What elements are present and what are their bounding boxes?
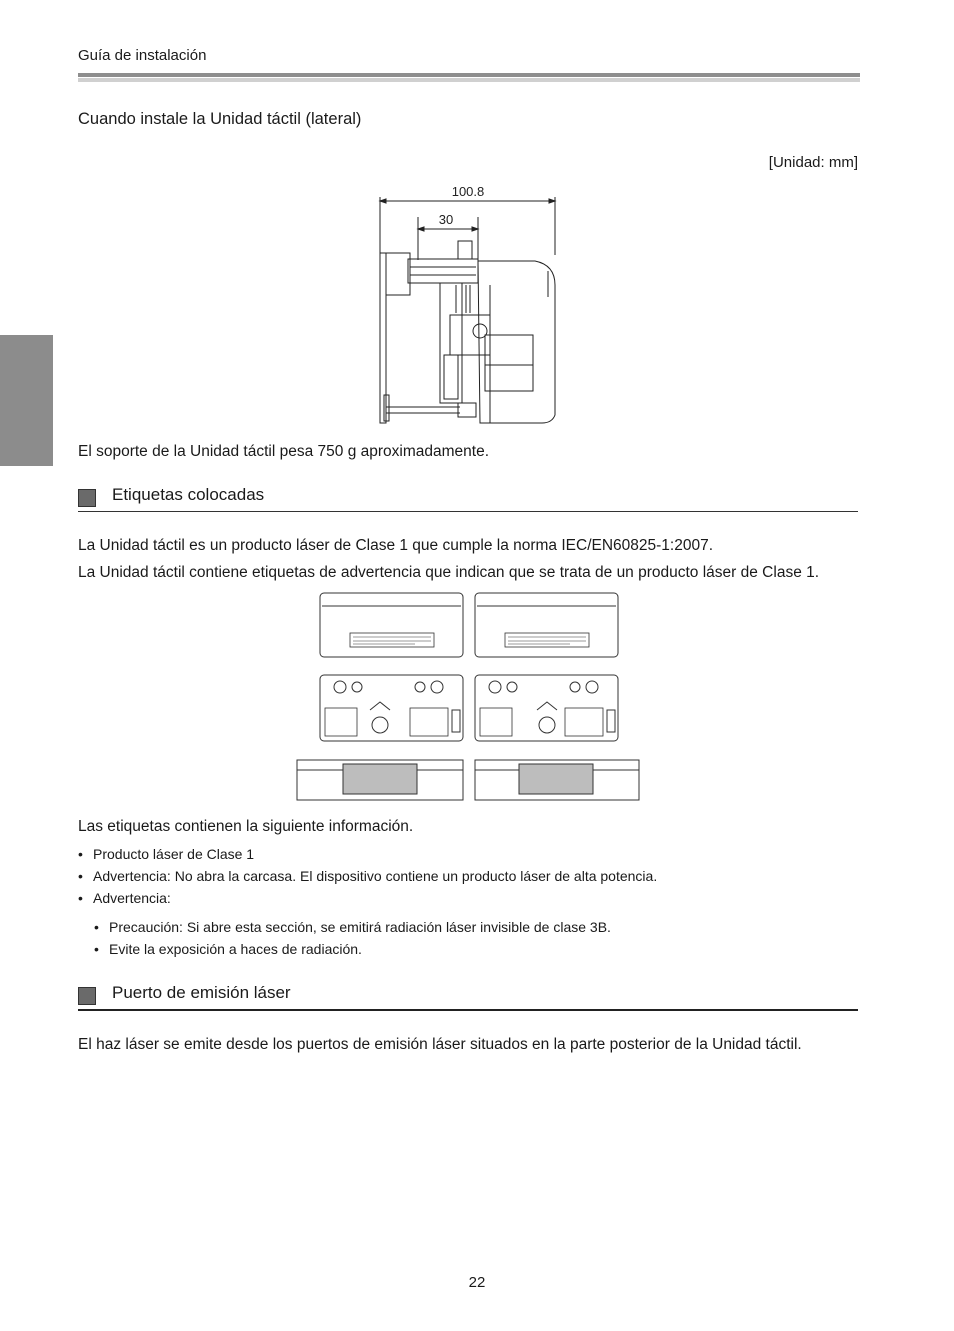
dimension-offset: 30 bbox=[438, 212, 454, 227]
list-item: • Advertencia: No abra la carcasa. El dispositivo contiene un producto láser de alta potencia. bbox=[78, 865, 657, 887]
section-title: Puerto de emisión láser bbox=[112, 983, 291, 1002]
list-item: • Advertencia: bbox=[78, 887, 657, 909]
list-item: • Precaución: Si abre esta sección, se emitirá radiación láser invisible de clase 3B. bbox=[94, 916, 611, 938]
label-info-list bbox=[78, 843, 657, 909]
warning-sub-list bbox=[94, 916, 611, 960]
header-rule-light bbox=[78, 78, 860, 82]
section-title: Etiquetas colocadas bbox=[112, 485, 265, 504]
label-illustrations bbox=[295, 590, 645, 805]
section-puerto bbox=[78, 983, 858, 1011]
paragraph-labels: La Unidad táctil contiene etiquetas de advertencia que indican que se trata de un producto láser de Clase 1. bbox=[78, 564, 820, 581]
header-title: Guía de instalación bbox=[78, 47, 207, 64]
header-rule bbox=[78, 73, 860, 77]
section-square-icon bbox=[78, 987, 96, 1005]
unit-note: [Unidad: mm] bbox=[768, 154, 858, 171]
list-item: • Producto láser de Clase 1 bbox=[78, 843, 657, 865]
side-tab bbox=[0, 335, 53, 466]
paragraph-emission: El haz láser se emite desde los puertos de emisión láser situados en la parte posterior de la Unidad táctil. bbox=[78, 1036, 802, 1053]
side-dimension-drawing bbox=[370, 175, 570, 430]
section-etiquetas bbox=[78, 485, 858, 512]
section-square-icon bbox=[78, 489, 96, 507]
weight-note: El soporte de la Unidad táctil pesa 750 g aproximadamente. bbox=[78, 443, 489, 460]
labels-info-intro: Las etiquetas contienen la siguiente información. bbox=[78, 818, 414, 835]
dimension-overall: 100.8 bbox=[451, 184, 485, 199]
page-number: 22 bbox=[468, 1274, 486, 1291]
list-item: • Evite la exposición a haces de radiación. bbox=[94, 938, 611, 960]
paragraph-class1: La Unidad táctil es un producto láser de Clase 1 que cumple la norma IEC/EN60825-1:2007. bbox=[78, 537, 714, 554]
subheading: Cuando instale la Unidad táctil (lateral) bbox=[78, 110, 362, 128]
